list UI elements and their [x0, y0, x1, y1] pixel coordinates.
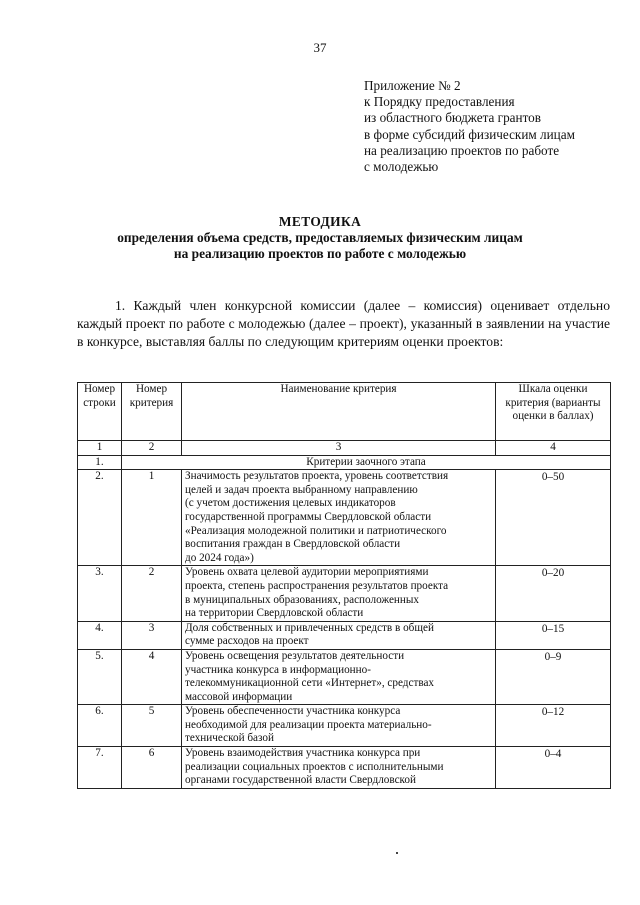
header-criterion-number: Номер критерия	[122, 383, 182, 441]
row-number: 5.	[78, 649, 122, 704]
criterion-name	[182, 747, 496, 789]
table-row	[78, 566, 611, 621]
criterion-scale: 0–50	[496, 470, 611, 566]
criterion-line: Значимость результатов проекта, уровень соответствия	[185, 470, 449, 483]
column-number-row	[78, 441, 611, 456]
table-row	[78, 705, 611, 747]
header-row-number: Номер строки	[78, 383, 122, 441]
criterion-line: сумме расходов на проект	[185, 635, 309, 648]
criterion-scale: 0–20	[496, 566, 611, 621]
criterion-name	[182, 470, 496, 566]
criterion-scale: 0–4	[496, 747, 611, 789]
table-row	[78, 747, 611, 789]
criterion-line: воспитания граждан в Свердловской области	[185, 538, 401, 551]
criterion-name	[182, 621, 496, 649]
row-number: 2.	[78, 470, 122, 566]
criterion-line: на территории Свердловской области	[185, 607, 364, 620]
page-number: 37	[313, 40, 327, 55]
criterion-line: Уровень обеспеченности участника конкурса	[185, 705, 401, 718]
row-number: 1.	[78, 455, 122, 470]
criterion-line: целей и задач проекта выбранному направлению	[185, 483, 418, 496]
header-scale: Шкала оценки критерия (варианты оценки в баллах)	[496, 383, 611, 441]
criterion-line: (с учетом достижения целевых индикаторов	[185, 497, 396, 510]
criterion-line: в муниципальных образованиях, расположенных	[185, 593, 420, 606]
criterion-number: 6	[122, 747, 182, 789]
document-title	[0, 214, 640, 263]
criterion-number: 2	[122, 566, 182, 621]
table-header-row	[78, 383, 611, 441]
criterion-line: необходимой для реализации проекта материально-	[185, 718, 432, 731]
criterion-number: 1	[122, 470, 182, 566]
criterion-line: телекоммуникационной сети «Интернет», средствах	[185, 677, 435, 690]
criterion-name	[182, 649, 496, 704]
criterion-line: реализации социальных проектов с исполнительными	[185, 760, 444, 773]
appendix-line: на реализацию проектов по работе	[364, 142, 560, 158]
criterion-line: Доля собственных и привлеченных средств в общей	[185, 621, 434, 634]
criterion-line: Уровень освещения результатов деятельности	[185, 649, 405, 662]
criterion-line: Уровень охвата целевой аудитории мероприятиями	[185, 566, 429, 579]
criterion-line: Уровень взаимодействия участника конкурса при	[185, 747, 421, 760]
criterion-line: проекта, степень распространения результатов проекта	[185, 579, 449, 592]
criterion-line: участника конкурса в информационно-	[185, 663, 371, 676]
row-number: 6.	[78, 705, 122, 747]
section-title: Критерии заочного этапа	[122, 455, 611, 470]
criterion-number: 4	[122, 649, 182, 704]
criterion-line: до 2024 года»)	[185, 551, 254, 564]
criterion-scale: 0–12	[496, 705, 611, 747]
criterion-line: массовой информации	[185, 690, 293, 703]
criterion-number: 5	[122, 705, 182, 747]
criterion-name	[182, 566, 496, 621]
column-number: 1	[78, 441, 122, 456]
column-number: 3	[182, 441, 496, 456]
criterion-line: «Реализация молодежной политики и патриотического	[185, 524, 447, 537]
row-number: 3.	[78, 566, 122, 621]
criterion-scale: 0–15	[496, 621, 611, 649]
table-row	[78, 470, 611, 566]
table-row	[78, 649, 611, 704]
column-number: 2	[122, 441, 182, 456]
appendix-line: из областного бюджета грантов	[364, 110, 541, 126]
criterion-number: 3	[122, 621, 182, 649]
column-number: 4	[496, 441, 611, 456]
criterion-line: технической базой	[185, 732, 274, 745]
criterion-name	[182, 705, 496, 747]
appendix-line: Приложение № 2	[364, 78, 461, 93]
row-number: 7.	[78, 747, 122, 789]
table-row	[78, 621, 611, 649]
appendix-block	[364, 78, 634, 175]
intro-paragraph: 1. Каждый член конкурсной комиссии (далее – комиссия) оценивает отдельно каждый проект по работе с молодежью (далее – проект), указанный в заявлении на участие в конкурсе, выставляя баллы по следующим критериям оценки проектов:	[77, 298, 610, 350]
appendix-line: с молодежью	[364, 159, 439, 175]
criterion-line: органами государственной власти Свердловской	[185, 774, 416, 787]
title-line: на реализацию проектов по работе с молодежью	[173, 246, 467, 262]
appendix-line: в форме субсидий физическим лицам	[364, 126, 575, 142]
criteria-table	[77, 382, 611, 789]
criterion-scale: 0–9	[496, 649, 611, 704]
scan-speck	[396, 852, 398, 854]
criterion-line: государственной программы Свердловской области	[185, 510, 432, 523]
section-row	[78, 455, 611, 470]
row-number: 4.	[78, 621, 122, 649]
title-main: МЕТОДИКА	[278, 214, 362, 229]
appendix-line: к Порядку предоставления	[364, 94, 515, 110]
title-line: определения объема средств, предоставляемых физическим лицам	[117, 230, 523, 246]
header-criterion-name: Наименование критерия	[182, 383, 496, 441]
